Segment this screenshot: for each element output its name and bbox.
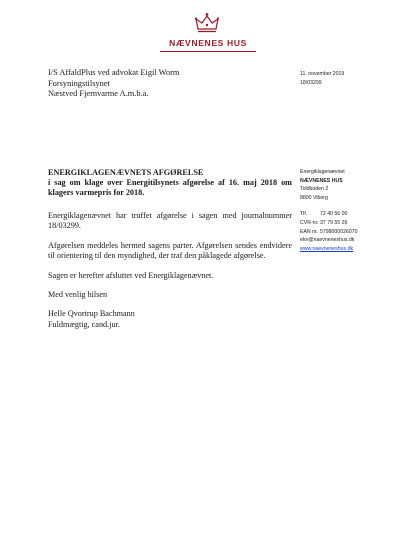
recipient-line: Næstved Fjernvarme A.m.b.a. [48, 89, 149, 99]
signature-block [48, 309, 292, 330]
contact-email[interactable]: ekn@naevneneshus.dk [300, 237, 355, 244]
contact-block [300, 168, 358, 253]
letter-date: 11. november 2019 [300, 71, 345, 77]
contact-org-sub: NÆVNENES HUS [300, 177, 343, 184]
closing-salutation: Med venlig hilsen [48, 290, 108, 300]
contact-ean: 5798000026070 [320, 228, 358, 235]
logo-divider [160, 51, 256, 52]
contact-cvr: 37 79 55 26 [320, 219, 348, 226]
signature-title: Fuldmægtig, cand.jur. [48, 319, 120, 329]
journal-number: 18/03299 [300, 79, 322, 86]
body-paragraph: Energiklagenævnet har truffet afgørelse i sagen med journalnummer 18/03299. [48, 211, 292, 231]
logo-wordmark: NÆVNENES HUS [169, 38, 247, 48]
contact-phone-label: Tlf. [300, 211, 308, 218]
signature-name: Helle Qvortrup Bachmann [48, 309, 135, 319]
recipient-line: Forsyningstilsynet [48, 78, 110, 88]
contact-street: Toldboden 2 [300, 186, 329, 193]
contact-cvr-label: CVR-nr. [300, 219, 319, 226]
contact-website-link[interactable]: www.naevneneshus.dk [300, 245, 354, 252]
contact-phone-row [300, 210, 358, 219]
recipient-line: I/S AffaldPlus ved advokat Eigil Worm [48, 68, 180, 77]
contact-city: 8800 Viborg [300, 194, 328, 201]
letter-body [48, 211, 292, 330]
body-paragraph: Afgørelsen meddeles hermed sagens parter. Afgørelsen sendes endvidere til orientering til den myndighed, der traf den påklagede afgørelse. [48, 240, 292, 261]
contact-cvr-row [300, 219, 358, 228]
decision-title: ENERGIKLAGENÆVNETS AFGØRELSE [48, 168, 204, 177]
contact-phone: 72 40 56 00 [320, 211, 348, 218]
decision-subtitle: i sag om klage over Energitilsynets afgørelse af 16. maj 2018 om klagers varmepris for 2018. [48, 177, 292, 197]
letter-meta [300, 70, 344, 87]
decision-heading [48, 168, 292, 197]
contact-ean-label: EAN nr. [300, 228, 318, 235]
body-paragraph: Sagen er herefter afsluttet ved Energiklagenævnet. [48, 270, 214, 280]
contact-org: Energiklagenævnet [300, 169, 345, 175]
contact-ean-row [300, 228, 358, 237]
crown-icon [194, 12, 220, 34]
recipient-address [48, 68, 179, 100]
